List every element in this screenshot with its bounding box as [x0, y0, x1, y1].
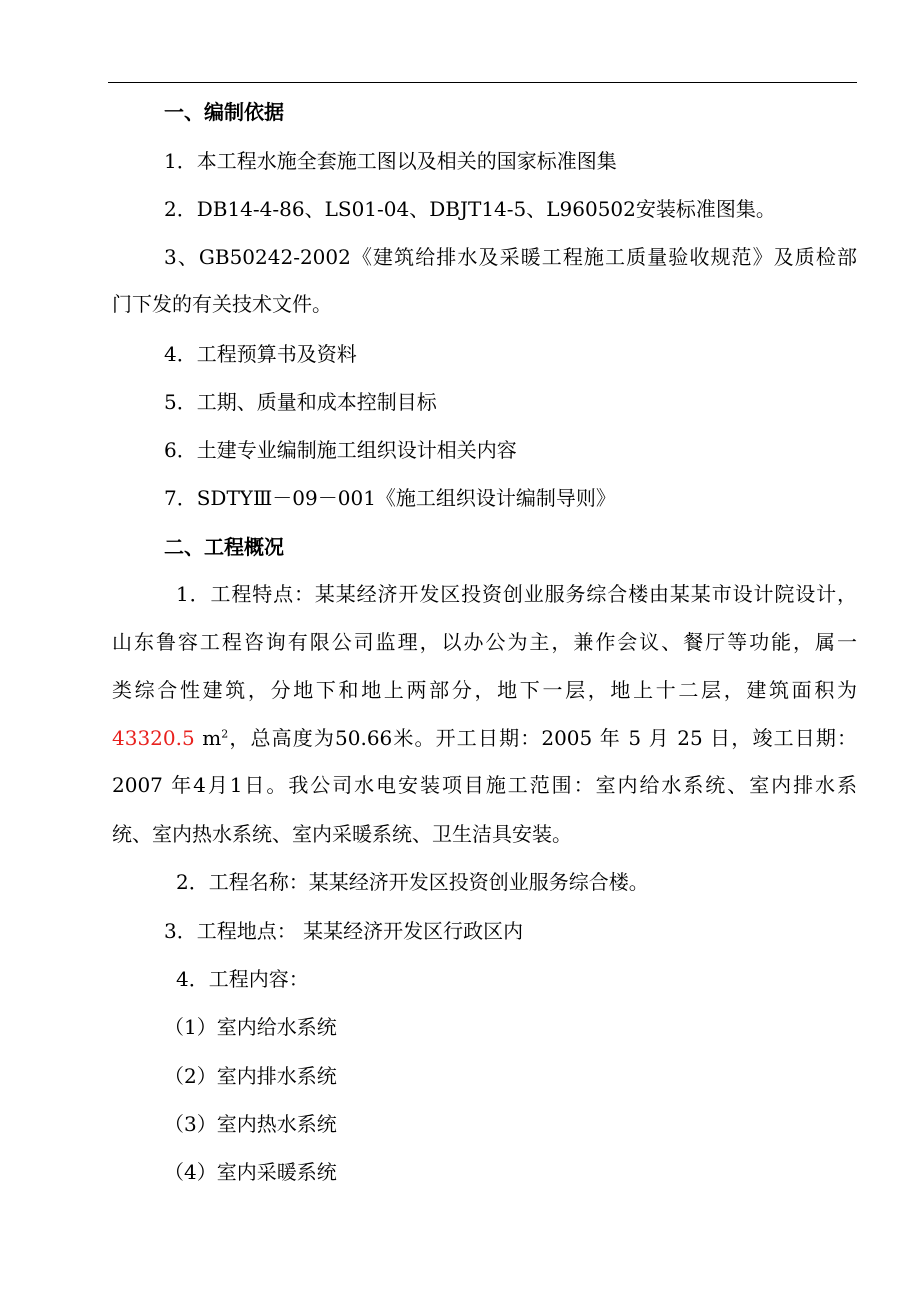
section-heading-overview: 二、工程概况: [164, 535, 284, 559]
basis-item-2: 2．DB14-4-86、LS01-04、DBJT14-5、L960502安装标准图集。: [164, 197, 776, 221]
overview-para-line-2: 山东鲁容工程咨询有限公司监理，以办公为主，兼作会议、餐厅等功能，属一: [112, 630, 857, 654]
area-unit-superscript: 2: [221, 727, 229, 741]
content-item-1: （1）室内给水系统: [164, 1015, 337, 1039]
overview-para-line-6: 统、室内热水系统、室内采暖系统、卫生洁具安装。: [112, 822, 572, 846]
basis-item-1: 1．本工程水施全套施工图以及相关的国家标准图集: [164, 149, 617, 173]
header-rule: [108, 82, 857, 83]
basis-item-3: 3、GB50242-2002《建筑给排水及采暖工程施工质量验收规范》及质检部: [164, 245, 857, 269]
overview-para-line-4-rest: ，总高度为50.66米。开工日期：2005 年 5 月 25 日，竣工日期：: [228, 726, 857, 750]
basis-item-5: 5．工期、质量和成本控制目标: [164, 390, 437, 414]
basis-item-6: 6．土建专业编制施工组织设计相关内容: [164, 438, 517, 462]
building-area-value: 43320.5: [112, 726, 195, 750]
project-name-line: 2．工程名称：某某经济开发区投资创业服务综合楼。: [176, 870, 649, 894]
overview-para-line-1: 1．工程特点：某某经济开发区投资创业服务综合楼由某某市设计院设计，: [176, 582, 857, 606]
overview-para-line-5: 2007 年4月1日。我公司水电安装项目施工范围：室内给水系统、室内排水系: [112, 773, 857, 797]
area-unit: m: [202, 726, 222, 750]
project-location-line: 3．工程地点： 某某经济开发区行政区内: [164, 919, 524, 943]
basis-item-4: 4．工程预算书及资料: [164, 342, 357, 366]
overview-para-line-3: 类综合性建筑，分地下和地上两部分，地下一层，地上十二层，建筑面积为: [112, 678, 857, 702]
section-heading-basis: 一、编制依据: [164, 100, 284, 124]
basis-item-3-cont: 门下发的有关技术文件。: [112, 292, 332, 316]
project-content-line: 4．工程内容：: [176, 967, 309, 991]
basis-item-7: 7．SDTYⅢ－09－001《施工组织设计编制导则》: [164, 486, 616, 510]
content-item-3: （3）室内热水系统: [164, 1112, 337, 1136]
overview-para-line-4: [112, 724, 857, 752]
content-item-2: （2）室内排水系统: [164, 1064, 337, 1088]
content-item-4: （4）室内采暖系统: [164, 1160, 337, 1184]
